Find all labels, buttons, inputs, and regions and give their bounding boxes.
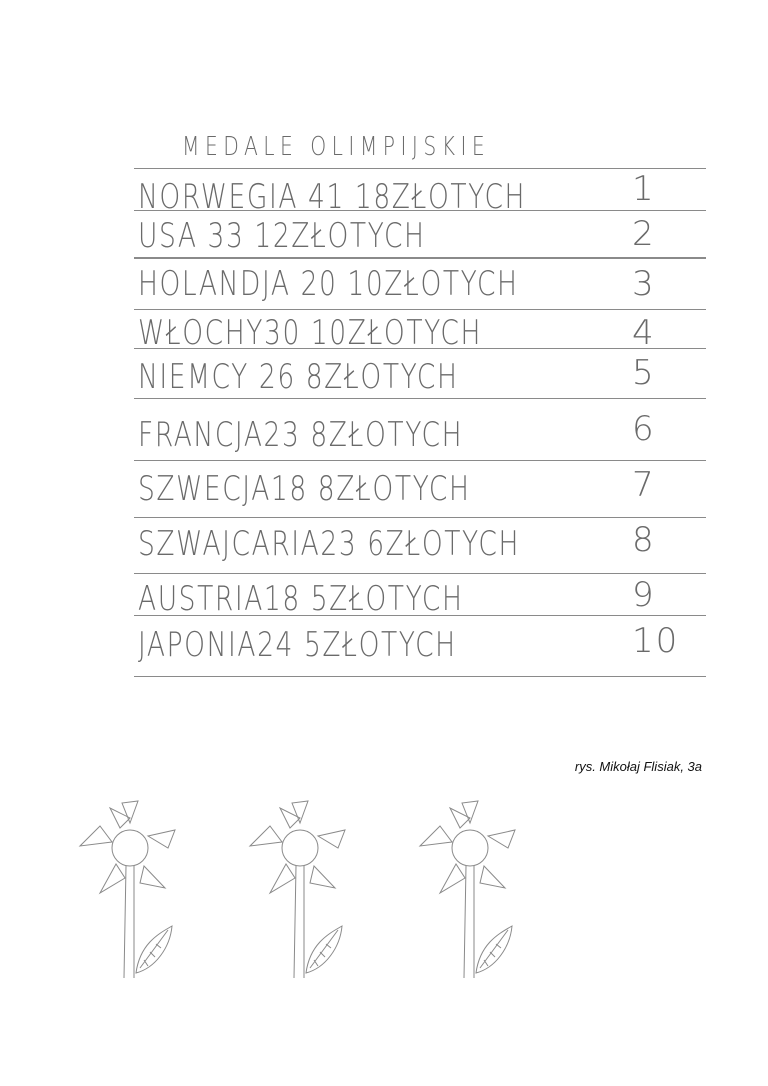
flower-icon xyxy=(420,801,515,978)
page-title: MEDALE OLIMPIJSKIE xyxy=(182,132,491,162)
row-text: SZWECJA18 8ZŁOTYCH xyxy=(138,469,471,509)
ruled-line xyxy=(134,348,706,349)
ruled-line xyxy=(134,676,706,677)
row-rank: 3 xyxy=(632,264,656,304)
row-text: AUSTRIA18 5ZŁOTYCH xyxy=(138,579,464,619)
ruled-line xyxy=(134,573,706,574)
row-rank: 4 xyxy=(632,313,656,353)
ruled-line xyxy=(134,168,706,169)
row-text: FRANCJA23 8ZŁOTYCH xyxy=(138,415,464,455)
flower-icon xyxy=(250,801,345,978)
illustration-credit: rys. Mikołaj Flisiak, 3a xyxy=(574,759,702,774)
row-rank: 7 xyxy=(632,465,656,505)
row-text: JAPONIA24 5ZŁOTYCH xyxy=(138,625,457,665)
row-rank: 9 xyxy=(632,575,656,615)
ruled-line xyxy=(134,398,706,399)
flower-icon xyxy=(80,801,175,978)
row-text: SZWAJCARIA23 6ZŁOTYCH xyxy=(138,524,520,564)
row-rank: 5 xyxy=(632,353,656,393)
row-rank: 2 xyxy=(632,214,656,254)
ruled-line xyxy=(134,210,706,211)
row-text: NIEMCY 26 8ZŁOTYCH xyxy=(138,357,459,397)
row-text: HOLANDJA 20 10ZŁOTYCH xyxy=(138,264,519,304)
row-rank: 1 xyxy=(632,169,656,209)
row-text: WŁOCHY30 10ZŁOTYCH xyxy=(138,313,483,353)
flower-drawings xyxy=(0,780,768,980)
row-text: USA 33 12ZŁOTYCH xyxy=(138,216,426,256)
ruled-line xyxy=(134,517,706,518)
row-text: NORWEGIA 41 18ZŁOTYCH xyxy=(138,177,527,217)
row-rank: 8 xyxy=(632,520,656,560)
ruled-line xyxy=(134,309,706,310)
ruled-line xyxy=(134,615,706,616)
row-rank: 6 xyxy=(632,409,656,449)
row-rank: 10 xyxy=(632,621,680,661)
ruled-line xyxy=(134,460,706,461)
ruled-line xyxy=(134,257,706,259)
